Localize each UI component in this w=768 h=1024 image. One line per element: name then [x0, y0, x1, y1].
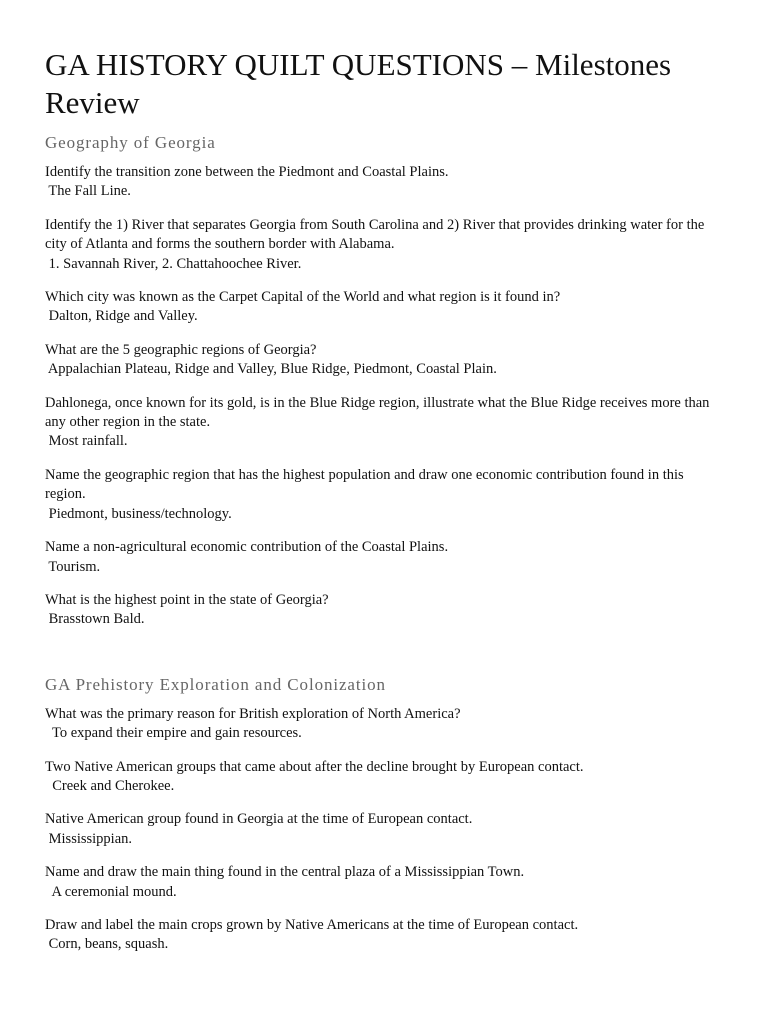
- qa-item: [45, 538, 723, 577]
- question-text: Identify the 1) River that separates Georgia from South Carolina and 2) River that provides drinking water for the city of Atlanta and forms the southern border with Alabama.: [45, 216, 705, 253]
- question-text: Name a non-agricultural economic contribution of the Coastal Plains.: [45, 539, 449, 556]
- qa-item: [45, 810, 723, 849]
- answer-text: Piedmont, business/technology.: [45, 505, 232, 522]
- question-text: Draw and label the main crops grown by Native Americans at the time of European contact.: [45, 916, 579, 933]
- qa-item: [45, 705, 723, 744]
- question-text: Dahlonega, once known for its gold, is in the Blue Ridge region, illustrate what the Blue Ridge receives more than any other region in the state.: [45, 394, 710, 431]
- question-text: Name and draw the main thing found in the central plaza of a Mississippian Town.: [45, 864, 525, 881]
- qa-item: [45, 591, 723, 630]
- qa-item: [45, 466, 723, 524]
- qa-item: [45, 916, 723, 955]
- answer-text: Mississippian.: [45, 830, 133, 847]
- question-text: Two Native American groups that came about after the decline brought by European contact.: [45, 758, 584, 775]
- section-heading-geography: Geography of Georgia: [45, 133, 216, 152]
- question-text: Which city was known as the Carpet Capital of the World and what region is it found in?: [45, 289, 561, 306]
- answer-text: A ceremonial mound.: [45, 883, 177, 900]
- answer-text: To expand their empire and gain resources.: [45, 725, 302, 742]
- qa-item: [45, 758, 723, 797]
- answer-text: Corn, beans, squash.: [45, 936, 169, 953]
- document-title: GA HISTORY QUILT QUESTIONS – Milestones Review: [45, 47, 672, 120]
- qa-item: [45, 288, 723, 327]
- section-heading-prehistory: GA Prehistory Exploration and Colonization: [45, 674, 386, 694]
- question-text: Native American group found in Georgia at the time of European contact.: [45, 811, 473, 828]
- question-text: Identify the transition zone between the Piedmont and Coastal Plains.: [45, 164, 449, 180]
- question-text: What are the 5 geographic regions of Georgia?: [45, 341, 317, 358]
- qa-item: [45, 216, 723, 274]
- answer-text: Appalachian Plateau, Ridge and Valley, Blue Ridge, Piedmont, Coastal Plain.: [45, 361, 497, 378]
- answer-text: Brasstown Bald.: [45, 611, 145, 628]
- answer-text: Dalton, Ridge and Valley.: [45, 308, 198, 325]
- answer-text: Tourism.: [45, 558, 101, 575]
- question-text: What is the highest point in the state of Georgia?: [45, 591, 329, 608]
- answer-text: 1. Savannah River, 2. Chattahoochee River.: [45, 255, 302, 272]
- qa-item: [45, 394, 723, 452]
- question-text: Name the geographic region that has the highest population and draw one economic contribution found in this region.: [45, 466, 684, 503]
- answer-text: The Fall Line.: [45, 183, 131, 200]
- answer-text: Most rainfall.: [45, 433, 128, 450]
- qa-item: [45, 341, 723, 380]
- qa-item: [45, 863, 723, 902]
- question-text: What was the primary reason for British exploration of North America?: [45, 705, 461, 722]
- answer-text: Creek and Cherokee.: [45, 777, 175, 794]
- qa-item: [45, 163, 723, 202]
